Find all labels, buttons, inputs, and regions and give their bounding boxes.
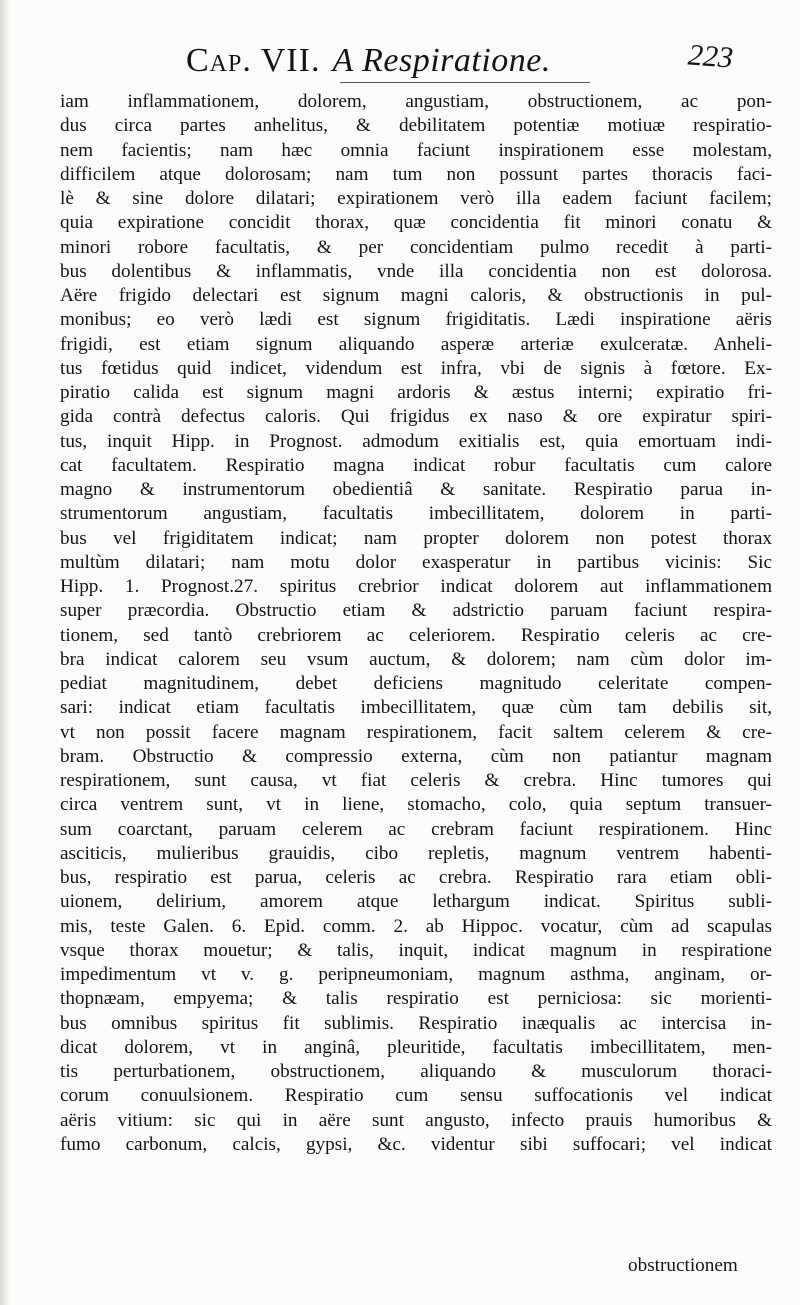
text-line: circa ventrem sunt, vt in liene, stomacho, colo, quia septum transuer-: [60, 794, 772, 816]
header-underline: [340, 82, 590, 83]
text-line: minori robore facultatis, & per concidentiam pulmo recedit à parti-: [60, 236, 772, 258]
chapter-number: Cap. VII.: [186, 42, 321, 79]
text-line: bus dolentibus & inflammatis, vnde illa concidentia non est dolorosa.: [60, 260, 772, 282]
text-line: sum coarctant, paruam celerem ac crebram faciunt respirationem. Hinc: [60, 818, 772, 840]
text-line: tis perturbationem, obstructionem, aliquando & musculorum thoraci-: [60, 1061, 772, 1082]
text-line: Aëre frigido delectari est signum magni caloris, & obstructionis in pul-: [60, 285, 772, 306]
text-line: gida contrà defectus caloris. Qui frigidus ex naso & ore expiratur spiri-: [60, 406, 772, 428]
running-head: [186, 42, 551, 80]
text-line: [60, 1157, 772, 1181]
text-line: fumo carbonum, calcis, gypsi, &c. videntur sibi suffocari; vel indicat: [60, 1133, 772, 1155]
text-line: piratio calida est signum magni ardoris & æstus interni; expiratio fri-: [60, 382, 772, 403]
text-line: cat facultatem. Respiratio magna indicat robur facultatis cum calore: [60, 454, 772, 476]
page-gutter-shadow: [0, 0, 10, 1305]
text-line: monibus; eo verò lædi est signum frigiditatis. Lædi inspiratione aëris: [60, 309, 772, 331]
text-line: vt non possit facere magnam respirationem, facit saltem celerem & cre-: [60, 721, 772, 743]
page-header: [0, 30, 800, 90]
text-line: difficilem atque dolorosam; nam tum non possunt partes thoracis faci-: [60, 163, 772, 185]
text-line: sari: indicat etiam facultatis imbecillitatem, quæ cùm tam debilis sit,: [60, 697, 772, 719]
text-line: tus fœtidus quid indicet, videndum est infra, vbi de signis à fœtore. Ex-: [60, 357, 772, 379]
text-line: quia expiratione concidit thorax, quæ concidentia fit minori conatu &: [60, 212, 772, 234]
text-line: strumentorum angustiam, facultatis imbecillitatem, dolorem in parti-: [60, 503, 772, 525]
text-line: impedimentum vt v. g. peripneumoniam, magnum asthma, anginam, or-: [60, 964, 772, 985]
text-line: bus, respiratio est parua, celeris ac crebra. Respiratio rara etiam obli-: [60, 867, 772, 888]
text-line: bus vel frigiditatem indicat; nam propter dolorem non potest thorax: [60, 527, 772, 549]
text-line: asciticis, mulieribus grauidis, cibo repletis, magnum ventrem habenti-: [60, 842, 772, 864]
text-line: corum conuulsionem. Respiratio cum sensu suffocationis vel indicat: [60, 1085, 772, 1107]
chapter-subject: A Respiratione.: [332, 42, 551, 79]
text-line: bra indicat calorem seu vsum auctum, & dolorem; nam cùm dolor im-: [60, 648, 772, 670]
text-line: Hipp. 1. Prognost.27. spiritus crebrior indicat dolorem aut inflammationem: [60, 576, 772, 597]
text-line: magno & instrumentorum obedientiâ & sanitate. Respiratio parua in-: [60, 479, 772, 500]
text-line: frigidi, est etiam signum aliquando asperæ arteriæ exulceratæ. Anheli-: [60, 333, 772, 355]
text-line: bus omnibus spiritus fit sublimis. Respiratio inæqualis ac intercisa in-: [60, 1012, 772, 1034]
text-line: multùm dilatari; nam motu dolor exasperatur in partibus vicinis: Sic: [60, 551, 772, 573]
text-line: aëris vitium: sic qui in aëre sunt angusto, infecto prauis humoribus &: [60, 1109, 772, 1131]
text-line: nem facientis; nam hæc omnia faciunt inspirationem esse molestam,: [60, 139, 772, 161]
text-line: dus circa partes anhelitus, & debilitatem potentiæ motiuæ respiratio-: [60, 115, 772, 137]
text-line: iam inflammationem, dolorem, angustiam, obstructionem, ac pon-: [60, 91, 772, 112]
text-line: uionem, delirium, amorem atque lethargum indicat. Spiritus subli-: [60, 891, 772, 913]
text-line: bram. Obstructio & compressio externa, cùm non patiantur magnam: [60, 745, 772, 767]
text-line: tionem, sed tantò crebriorem ac celeriorem. Respiratio celeris ac cre-: [60, 624, 772, 646]
text-line: pediat magnitudinem, debet deficiens magnitudo celeritate compen-: [60, 673, 772, 694]
page-number: 223: [686, 38, 735, 75]
text-line: super præcordia. Obstructio etiam & adstrictio paruam faciunt respira-: [60, 600, 772, 622]
catchword: obstructionem: [628, 1255, 738, 1276]
text-line: [60, 1181, 772, 1205]
text-line: mis, teste Galen. 6. Epid. comm. 2. ab Hippoc. vocatur, cùm ad scapulas: [60, 915, 772, 937]
text-line: thopnæam, empyema; & talis respiratio est perniciosa: sic morienti-: [60, 988, 772, 1010]
text-line: respirationem, sunt causa, vt fiat celeris & crebra. Hinc tumores qui: [60, 770, 772, 791]
text-line: tus, inquit Hipp. in Prognost. admodum exitialis est, quia emortuam indi-: [60, 430, 772, 452]
text-line: vsque thorax mouetur; & talis, inquit, indicat magnum in respiratione: [60, 939, 772, 961]
body-text: [60, 90, 772, 1206]
text-line: lè & sine dolore dilatari; expirationem verò illa eadem faciunt facilem;: [60, 188, 772, 209]
text-line: dicat dolorem, vt in anginâ, pleuritide, facultatis imbecillitatem, men-: [60, 1036, 772, 1058]
